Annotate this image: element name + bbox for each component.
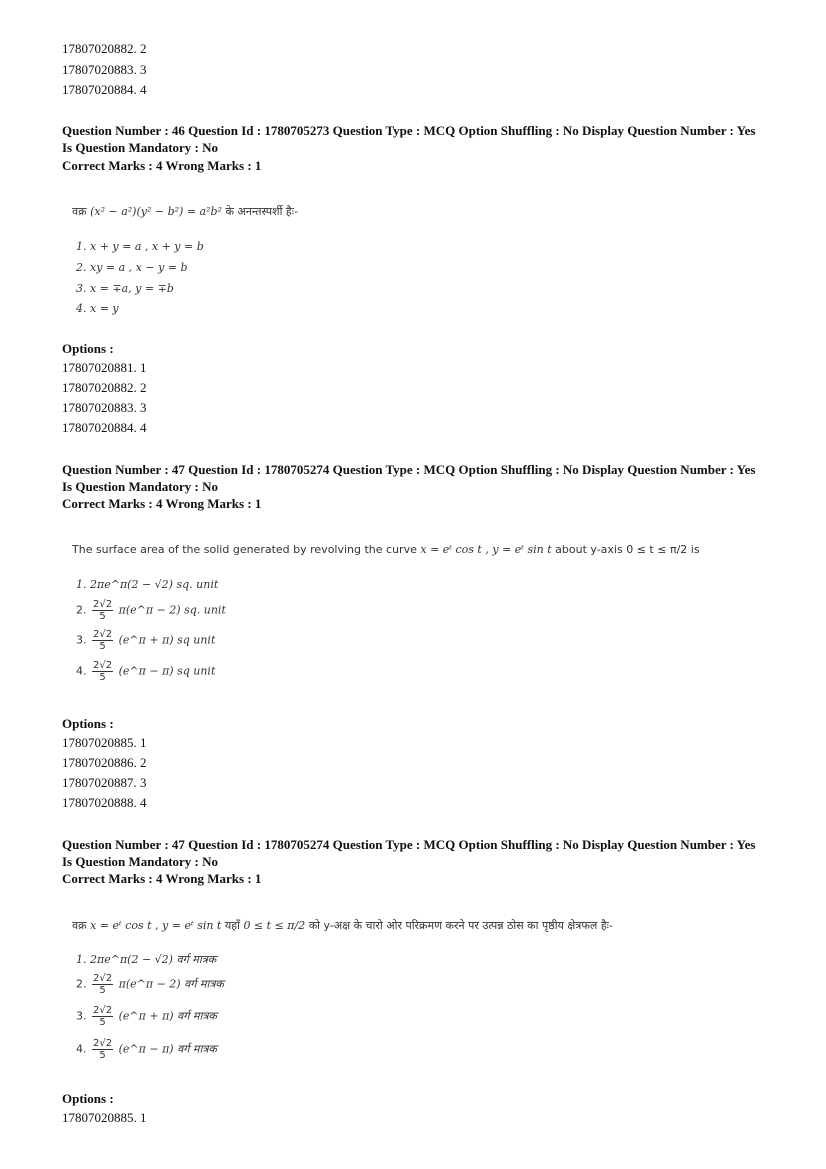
option-line: 17807020882. 2 — [62, 41, 147, 56]
option-line: 17807020887. 3 — [62, 775, 147, 790]
question-header: Question Number : 46 Question Id : 1780705273 Question Type : MCQ Option Shuffling : No Display Question Number : Yes — [62, 123, 756, 138]
question-image — [72, 204, 298, 315]
question-option: 1. x + y = a , x + y = b — [76, 240, 204, 253]
option-line: 17807020882. 2 — [62, 380, 147, 395]
option-line: 17807020885. 1 — [62, 1110, 147, 1125]
option-line: 17807020886. 2 — [62, 755, 147, 770]
question-stem: The surface area of the solid generated by revolving the curve x = eᵗ cos t , y = eᵗ sin t about y-axis 0 ≤ t ≤ π/2 is — [72, 543, 700, 556]
options-label: Options : — [62, 1091, 114, 1106]
option-line: 17807020881. 1 — [62, 360, 147, 375]
question-stem: वक्र (x² − a²)(y² − b²) = a²b² के अनन्तस्पर्शी हैः- — [72, 205, 298, 218]
option-line: 17807020884. 4 — [62, 420, 147, 435]
question-option: 3. x = ∓a, y = ∓b — [76, 282, 174, 295]
question-header: Question Number : 47 Question Id : 1780705274 Question Type : MCQ Option Shuffling : No Display Question Number : Yes — [62, 462, 756, 477]
question-option: 4. x = y — [76, 302, 119, 315]
options-label: Options : — [62, 341, 114, 356]
question-image — [72, 543, 700, 683]
question-option: 3. $\frac{2√2}{5}$ (e^π + π) वर्ग मात्रक — [76, 1005, 217, 1028]
question-option: 3. $\frac{2√2}{5}$ (e^π + π) sq unit — [76, 629, 216, 652]
question-option: 4. $\frac{2√2}{5}$ (e^π − π) वर्ग मात्रक — [76, 1038, 217, 1061]
question-stem: वक्र x = eᵗ cos t , y = eᵗ sin t यहाँ 0 ≤ t ≤ π/2 को y-अक्ष के चारो ओर परिक्रमण करने पर उत्पन्न ठोस का पृष्ठीय क्षेत्रफल हैः- — [72, 919, 613, 932]
fraction: $\frac{2√2}{5}$ — [93, 973, 113, 996]
question-option: 2. xy = a , x − y = b — [76, 261, 188, 274]
question-mandatory: Is Question Mandatory : No — [62, 140, 219, 155]
fraction: $\frac{2√2}{5}$ — [93, 1005, 113, 1028]
fraction: $\frac{2√2}{5}$ — [93, 599, 113, 622]
question-header: Question Number : 47 Question Id : 1780705274 Question Type : MCQ Option Shuffling : No Display Question Number : Yes — [62, 837, 756, 852]
question-option: 4. $\frac{2√2}{5}$ (e^π − π) sq unit — [76, 660, 216, 683]
option-line: 17807020883. 3 — [62, 62, 147, 77]
question-marks: Correct Marks : 4 Wrong Marks : 1 — [62, 158, 262, 173]
fraction: $\frac{2√2}{5}$ — [93, 1038, 113, 1061]
question-option: 1. 2πe^π(2 − √2) sq. unit — [76, 578, 219, 591]
question-marks: Correct Marks : 4 Wrong Marks : 1 — [62, 496, 262, 511]
options-label: Options : — [62, 716, 114, 731]
question-option: 1. 2πe^π(2 − √2) वर्ग मात्रक — [76, 953, 217, 966]
option-line: 17807020885. 1 — [62, 735, 147, 750]
question-mandatory: Is Question Mandatory : No — [62, 854, 219, 869]
option-line: 17807020884. 4 — [62, 82, 147, 97]
option-line: 17807020883. 3 — [62, 400, 147, 415]
question-marks: Correct Marks : 4 Wrong Marks : 1 — [62, 871, 262, 886]
question-option: 2. $\frac{2√2}{5}$ π(e^π − 2) वर्ग मात्रक — [76, 973, 224, 996]
question-mandatory: Is Question Mandatory : No — [62, 479, 219, 494]
question-option: 2. $\frac{2√2}{5}$ π(e^π − 2) sq. unit — [76, 599, 226, 622]
fraction: $\frac{2√2}{5}$ — [93, 660, 113, 683]
fraction: $\frac{2√2}{5}$ — [93, 629, 113, 652]
option-line: 17807020888. 4 — [62, 795, 147, 810]
question-image — [72, 918, 613, 1061]
